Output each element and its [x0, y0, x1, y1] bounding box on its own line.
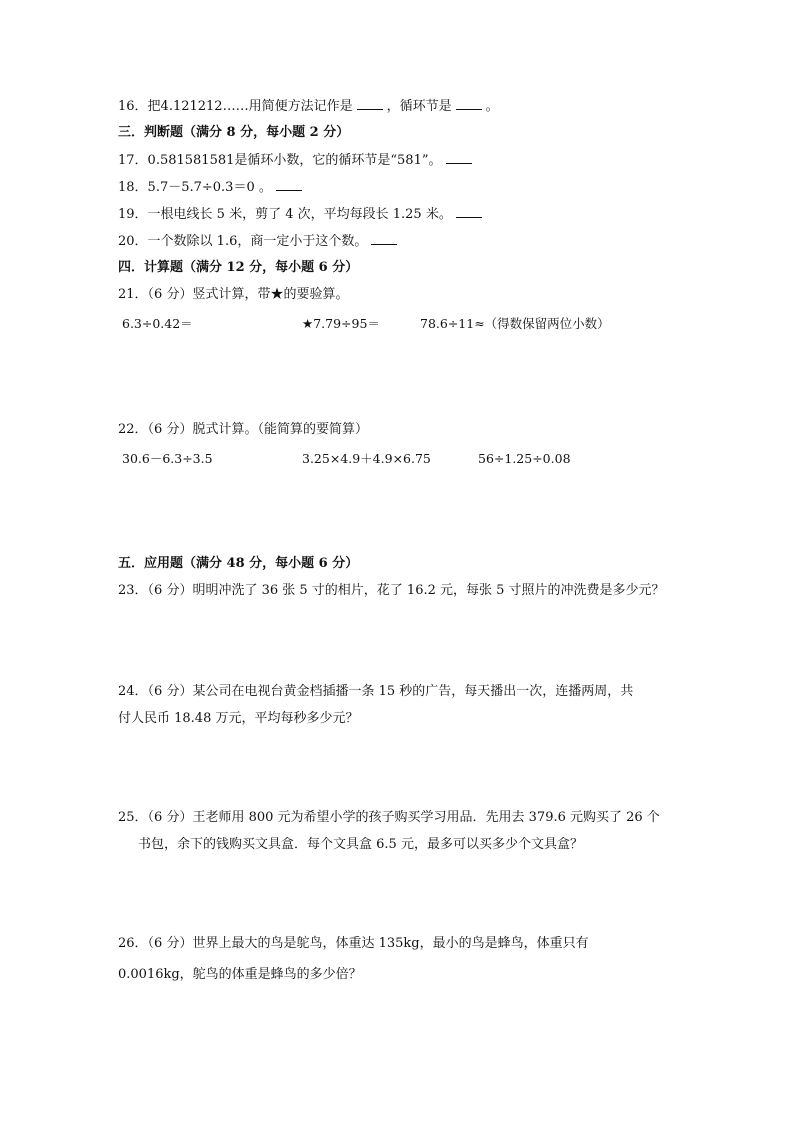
q16-text-c: 。	[485, 99, 499, 114]
question-23: 23．（6 分）明明冲洗了 36 张 5 寸的相片，花了 16.2 元，每张 5 寸照片的冲洗费是多少元？	[118, 583, 665, 598]
section-4-title: 四．计算题（满分 12 分，每小题 6 分）	[118, 260, 359, 275]
q16-text-b: ，循环节是	[386, 99, 452, 114]
answer-blank	[446, 151, 472, 164]
question-26-line-1: 26．（6 分）世界上最大的鸟是鸵鸟，体重达 135kg，最小的鸟是蜂鸟，体重只有	[118, 936, 589, 951]
question-25-line-1: 25．（6 分）王老师用 800 元为希望小学的孩子购买学习用品．先用去 379.6 元购买了 26 个	[118, 810, 660, 825]
answer-blank	[371, 232, 397, 245]
q17-text: 17．0.581581581是循环小数，它的循环节是“581”。	[118, 153, 442, 168]
q21-expression-3: 78.6÷11≈（得数保留两位小数）	[420, 316, 610, 331]
question-26-line-2: 0.0016kg，鸵鸟的体重是蜂鸟的多少倍？	[118, 967, 362, 982]
question-25-line-2: 书包，余下的钱购买文具盒．每个文具盒 6.5 元，最多可以买多少个文具盒？	[138, 837, 583, 852]
answer-blank	[276, 178, 302, 191]
q19-text: 19．一根电线长 5 米，剪了 4 次，平均每段长 1.25 米。	[118, 207, 452, 222]
q22-expression-3: 56÷1.25÷0.08	[478, 451, 571, 466]
question-18	[118, 178, 306, 197]
q16-text-a: 16．把4.121212……用简便方法记作是	[118, 99, 353, 114]
question-24-line-1: 24．（6 分）某公司在电视台黄金档插播一条 15 秒的广告，每天播出一次，连播两周，共	[118, 684, 634, 699]
q21-expression-1: 6.3÷0.42＝	[122, 316, 193, 331]
question-16	[118, 97, 499, 116]
q21-expression-2: ★7.79÷95＝	[302, 316, 380, 331]
question-22: 22．（6 分）脱式计算。（能简算的要简算）	[118, 422, 368, 437]
question-17	[118, 151, 476, 170]
answer-blank	[456, 97, 482, 110]
section-3-title: 三．判断题（满分 8 分，每小题 2 分）	[118, 125, 350, 140]
section-5-title: 五．应用题（满分 48 分，每小题 6 分）	[118, 556, 359, 571]
question-19	[118, 205, 486, 224]
answer-blank	[456, 205, 482, 218]
question-21: 21．（6 分）竖式计算，带★的要验算。	[118, 287, 349, 302]
q22-expression-1: 30.6－6.3÷3.5	[122, 451, 213, 466]
q18-text: 18．5.7－5.7÷0.3＝0 。	[118, 180, 272, 195]
answer-blank	[357, 97, 383, 110]
q22-expression-2: 3.25×4.9＋4.9×6.75	[302, 451, 431, 466]
question-24-line-2: 付人民币 18.48 万元，平均每秒多少元？	[118, 711, 359, 726]
q20-text: 20．一个数除以 1.6，商一定小于这个数。	[118, 234, 368, 249]
question-20	[118, 232, 401, 251]
